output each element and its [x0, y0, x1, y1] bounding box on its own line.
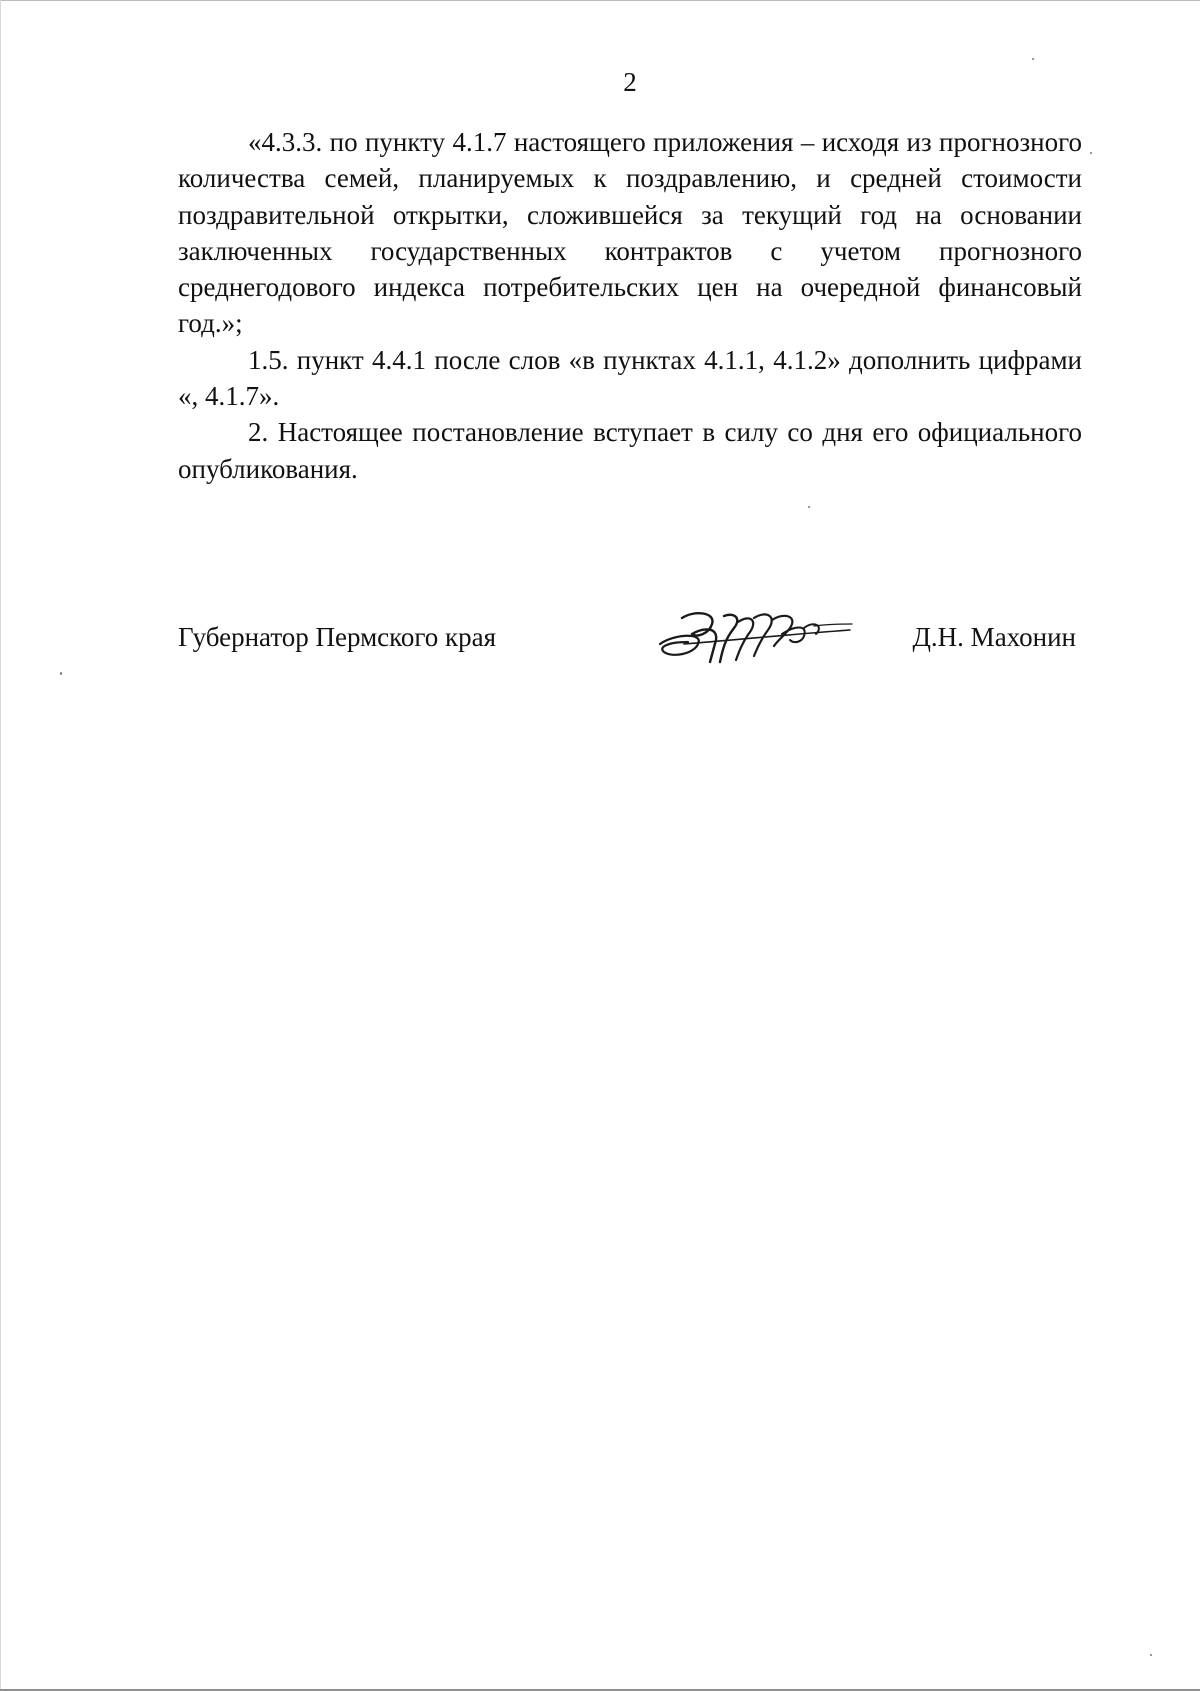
scan-speck — [60, 672, 62, 675]
scan-left-edge — [0, 0, 1, 1691]
document-body — [178, 124, 1082, 487]
scan-speck — [1150, 1654, 1152, 1656]
scan-speck — [808, 506, 810, 508]
paragraph-2: 2. Настоящее постановление вступает в силу со дня его официального опубликования. — [178, 417, 1082, 484]
paragraph-1-5: 1.5. пункт 4.4.1 после слов «в пунктах 4.1.1, 4.1.2» дополнить цифрами «, 4.1.7». — [178, 344, 1082, 412]
paragraph-4-3-3: «4.3.3. по пункту 4.1.7 настоящего приложения – исходя из прогнозного количества семей, планируемых к поздравлению, и средней стоимости поздравительной открытки, сложившейся за текущий год на основании заключенных государственных контрактов с учетом прогнозного среднегодового индекса потребительских цен на очередной финансовый год.»; — [178, 127, 1082, 339]
scan-top-edge — [0, 0, 1200, 1]
scan-speck — [1032, 58, 1034, 60]
handwritten-signature — [654, 604, 854, 668]
signer-name: Д.Н. Махонин — [912, 622, 1076, 652]
scan-speck — [1090, 152, 1092, 154]
page-number: 2 — [623, 67, 637, 97]
signer-position: Губернатор Пермского края — [178, 622, 497, 652]
